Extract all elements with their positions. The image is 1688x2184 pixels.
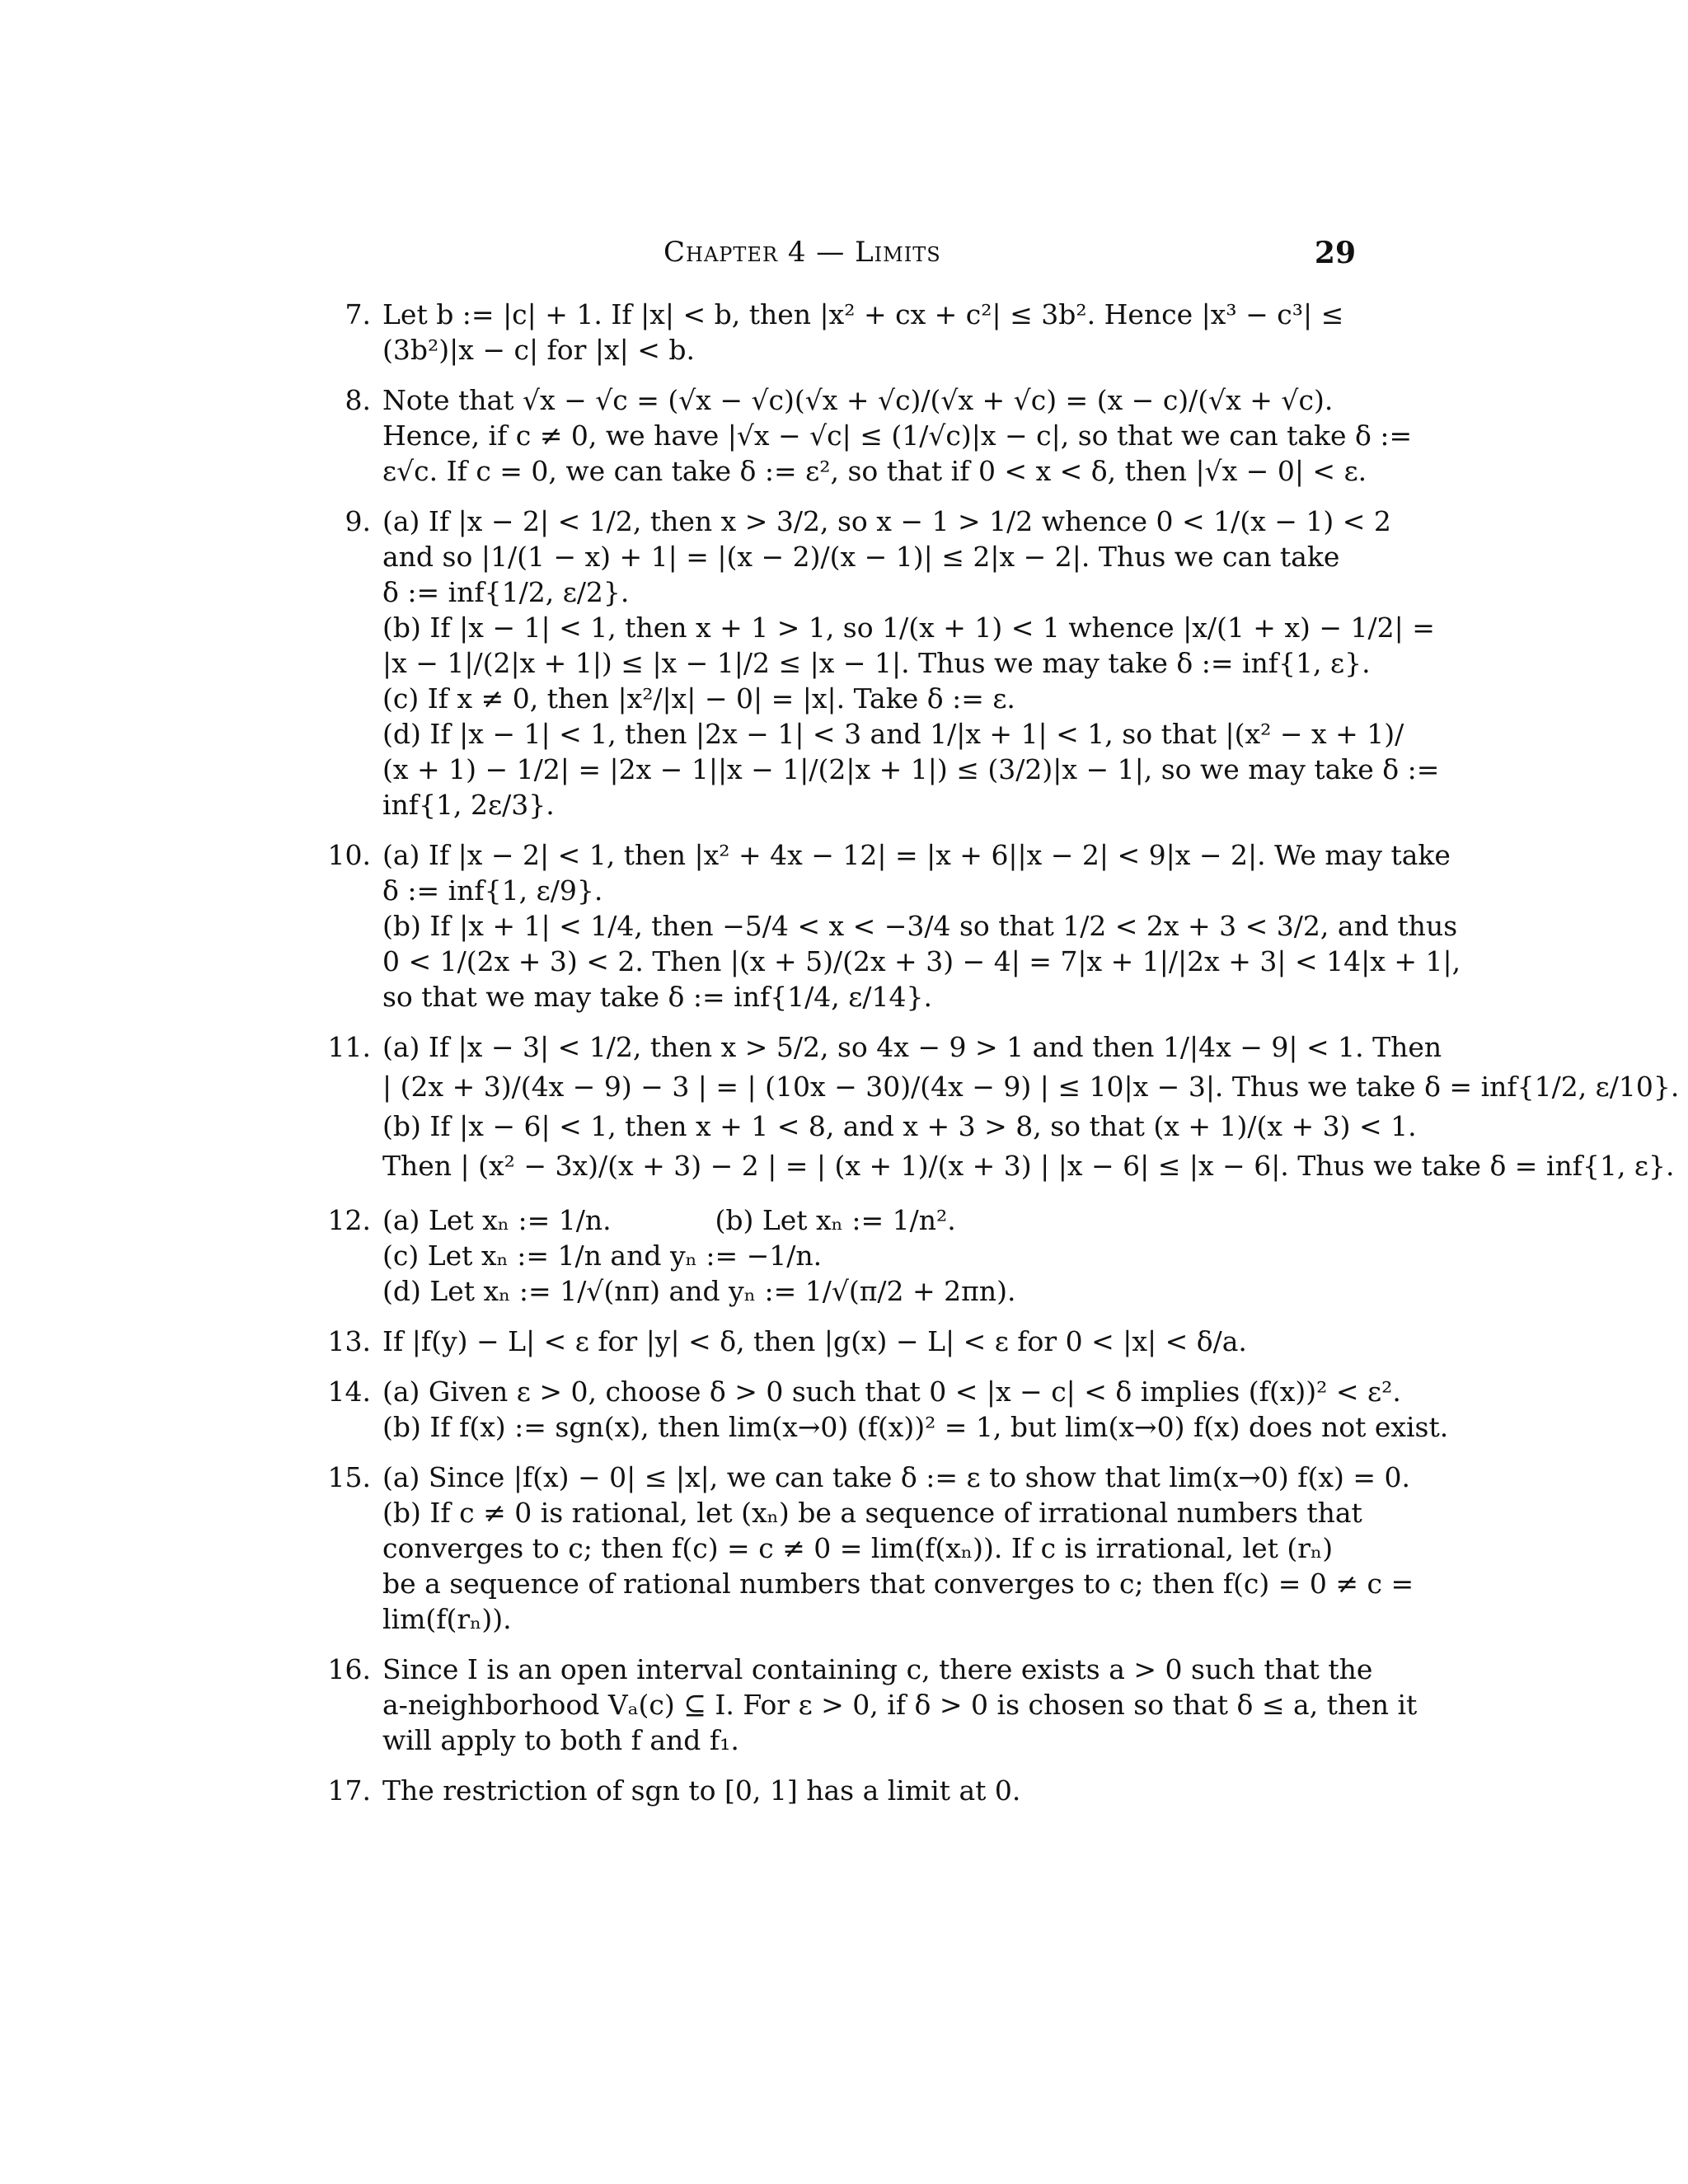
item-body [382,1374,1448,1445]
item-number: 14. [327,1376,371,1408]
solution-16 [321,1652,1418,1758]
solutions-list [321,297,1680,1823]
solution-9 [321,504,1440,823]
text-line: (a) Given ε > 0, choose δ > 0 such that 0 < |x − c| < δ implies (f(x))² < ε². [382,1376,1401,1408]
fraction-line: Then | (x² − 3x)/(x + 3) − 2 | = | (x + 1)/(x + 3) | |x − 6| ≤ |x − 6|. Thus we take δ = inf{1, ε}. [382,1150,1675,1182]
text-line: (c) If x ≠ 0, then |x²/|x| − 0| = |x|. Take δ := ε. [382,682,1015,715]
page-header [367,236,1356,277]
text-line: The restriction of sgn to [0, 1] has a limit at 0. [382,1774,1021,1807]
text-line: δ := inf{1, ε/9}. [382,874,603,907]
item-body [382,1652,1417,1758]
text-line: Note that √x − √c = (√x − √c)(√x + √c)/(√x + √c) = (x − c)/(√x + √c). [382,384,1334,416]
text-line: (a) Let xₙ := 1/n. (b) Let xₙ := 1/n². [382,1204,956,1236]
text-line: (b) If f(x) := sgn(x), then lim(x→0) (f(x))² = 1, but lim(x→0) f(x) does not exist. [382,1411,1449,1443]
item-number: 9. [345,505,371,537]
item-number: 15. [327,1461,371,1493]
text-line: 0 < 1/(2x + 3) < 2. Then |(x + 5)/(2x + 3) − 4| = 7|x + 1|/|2x + 3| < 14|x + 1|, [382,945,1461,977]
solution-7 [321,297,1356,368]
item-body [382,1324,1356,1359]
text-line: ε√c. If c = 0, we can take δ := ε², so that if 0 < x < δ, then |√x − 0| < ε. [382,455,1367,487]
solution-12 [321,1202,1356,1309]
item-number: 7. [345,298,371,330]
text-line: (b) If |x − 1| < 1, then x + 1 > 1, so 1/(x + 1) < 1 whence |x/(1 + x) − 1/2| = [382,612,1435,644]
text-line: (a) If |x − 2| < 1, then |x² + 4x − 12| = |x + 6||x − 2| < 9|x − 2|. We may take [382,839,1451,871]
item-body [382,1029,1679,1188]
item-body [382,504,1439,823]
item-body [382,297,1356,368]
page-number: 29 [1314,236,1356,270]
text-line: (a) If |x − 2| < 1/2, then x > 3/2, so x − 1 > 1/2 whence 0 < 1/(x − 1) < 2 [382,505,1391,537]
item-number: 8. [345,384,371,416]
text-line: Hence, if c ≠ 0, we have |√x − √c| ≤ (1/√c)|x − c|, so that we can take δ := [382,419,1413,452]
item-body [382,837,1461,1015]
text-line: (3b²)|x − c| for |x| < b. [382,334,695,366]
text-line: (b) If c ≠ 0 is rational, let (xₙ) be a sequence of irrational numbers that [382,1497,1362,1529]
text-line: be a sequence of rational numbers that converges to c; then f(c) = 0 ≠ c = [382,1568,1414,1600]
item-body [382,382,1412,489]
solution-15 [321,1460,1414,1637]
item-number: 10. [327,839,371,871]
text-line: inf{1, 2ε/3}. [382,789,555,821]
text-line: If |f(y) − L| < ε for |y| < δ, then |g(x) − L| < ε for 0 < |x| < δ/a. [382,1325,1247,1357]
text-line: and so |1/(1 − x) + 1| = |(x − 2)/(x − 1)| ≤ 2|x − 2|. Thus we can take [382,541,1340,573]
text-line: (d) If |x − 1| < 1, then |2x − 1| < 3 and 1/|x + 1| < 1, so that |(x² − x + 1)/ [382,718,1404,750]
solution-8 [321,382,1413,489]
item-body [382,1202,1356,1309]
text-line: (a) If |x − 3| < 1/2, then x > 5/2, so 4x − 9 > 1 and then 1/|4x − 9| < 1. Then [382,1031,1442,1063]
solution-17 [321,1773,1356,1808]
text-line: (c) Let xₙ := 1/n and yₙ := −1/n. [382,1240,823,1272]
item-body [382,1460,1414,1637]
item-number: 11. [327,1031,371,1063]
solution-10 [321,837,1461,1015]
chapter-title: Chapter 4 — Limits [663,236,941,269]
text-line: (b) If |x + 1| < 1/4, then −5/4 < x < −3/4 so that 1/2 < 2x + 3 < 3/2, and thus [382,910,1458,942]
text-line: (b) If |x − 6| < 1, then x + 1 < 8, and x + 3 > 8, so that (x + 1)/(x + 3) < 1. [382,1110,1417,1142]
text-line: a-neighborhood Vₐ(c) ⊆ I. For ε > 0, if δ > 0 is chosen so that δ ≤ a, then it [382,1689,1418,1721]
fraction-line: | (2x + 3)/(4x − 9) − 3 | = | (10x − 30)/(4x − 9) | ≤ 10|x − 3|. Thus we take δ = inf{1/2, ε/10}. [382,1071,1680,1103]
text-line: (a) Since |f(x) − 0| ≤ |x|, we can take δ := ε to show that lim(x→0) f(x) = 0. [382,1461,1410,1493]
text-line: Since I is an open interval containing c, there exists a > 0 such that the [382,1653,1373,1685]
item-number: 17. [327,1774,371,1807]
item-body [382,1773,1356,1808]
text-line: so that we may take δ := inf{1/4, ε/14}. [382,981,932,1013]
text-line: converges to c; then f(c) = c ≠ 0 = lim(f(xₙ)). If c is irrational, let (rₙ) [382,1532,1334,1564]
solution-11 [321,1029,1680,1188]
item-number: 13. [327,1325,371,1357]
item-number: 16. [327,1653,371,1685]
text-line: δ := inf{1/2, ε/2}. [382,576,630,608]
text-line: will apply to both f and f₁. [382,1724,739,1756]
text-line: (x + 1) − 1/2| = |2x − 1||x − 1|/(2|x + 1|) ≤ (3/2)|x − 1|, so we may take δ := [382,753,1440,785]
text-line: (d) Let xₙ := 1/√(nπ) and yₙ := 1/√(π/2 + 2πn). [382,1275,1016,1307]
solution-14 [321,1374,1449,1445]
text-line: Let b := |c| + 1. If |x| < b, then |x² + cx + c²| ≤ 3b². Hence |x³ − c³| ≤ [382,298,1344,330]
text-line: |x − 1|/(2|x + 1|) ≤ |x − 1|/2 ≤ |x − 1|. Thus we may take δ := inf{1, ε}. [382,647,1371,679]
solution-13 [321,1324,1356,1359]
item-number: 12. [327,1204,371,1236]
text-line: lim(f(rₙ)). [382,1603,512,1635]
